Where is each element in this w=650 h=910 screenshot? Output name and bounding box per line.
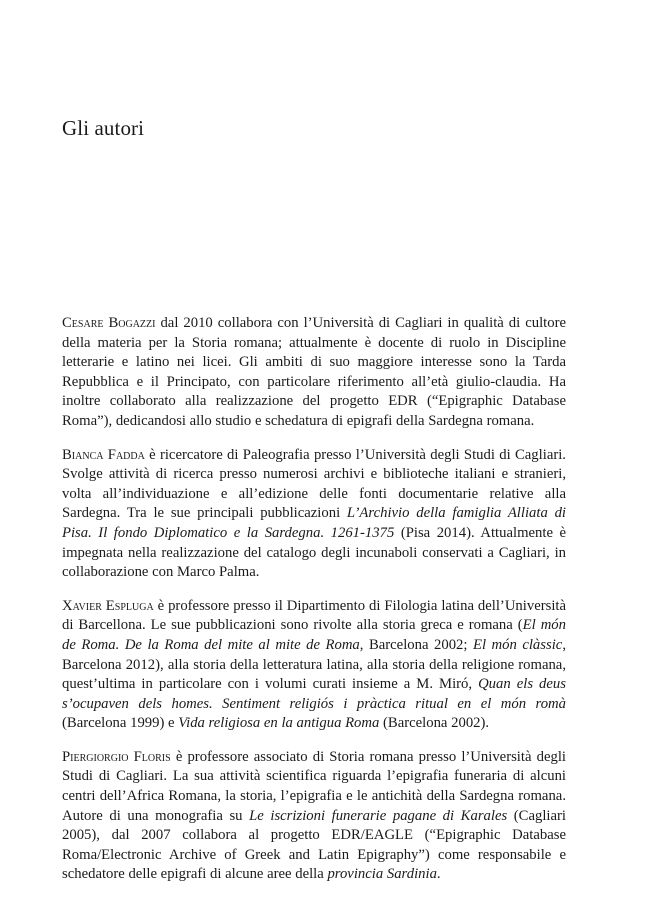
bio-text-run: è professore presso il Dipartimento di Filologia latina dell’Università di Barcellona. Le sue pubblicazioni sono rivolte alla storia greca e romana (	[62, 597, 566, 634]
author-name: Bianca Fadda	[62, 446, 145, 463]
author-bio	[62, 446, 566, 583]
bio-text-run: dal 2010 collabora con l’Università di Cagliari in qualità di cultore della materia per la Storia romana; attualmente è docente di ruolo in Discipline letterarie e latino nei licei. Gli ambiti di suo maggiore interesse sono la Tarda Repubblica e il Principato, con particolare riferimento all’età giulio-claudia. Ha inoltre collaborato alla realizzazione del progetto EDR (“Epigraphic Database Roma”), dedicandosi allo studio e schedatura di epigrafi della Sardegna romana.	[62, 315, 566, 429]
bio-text	[62, 598, 566, 732]
author-name: Xavier Espluga	[62, 597, 154, 614]
author-bios	[62, 314, 566, 899]
italic-title: El món clàssic	[472, 636, 563, 653]
bio-text-run: .	[436, 866, 441, 883]
bio-text-run: (Barcelona 2002).	[379, 715, 490, 732]
italic-title: L’Archivio della famiglia Alliata di Pisa. Il fondo Diplomatico e la Sardegna. 1261-1375	[62, 505, 566, 541]
bio-text-run: (Cagliari 2005), dal 2007 collabora al progetto EDR/EAGLE (“Epigraphic Database Roma/Electronic Archive of Greek and Latin Epigraphy”) come responsabile e schedatore delle epigrafi di alcune aree della	[62, 807, 566, 883]
italic-title: Quan els deus s’ocupaven dels homes. Sentiment religiós i pràctica ritual en el món romà	[62, 676, 566, 712]
bio-text	[62, 749, 566, 883]
author-name: Piergiorgio Floris	[62, 748, 171, 765]
italic-title: provincia Sardinia	[327, 866, 437, 883]
italic-title: Vida religiosa en la antigua Roma	[178, 715, 380, 732]
author-bio	[62, 748, 566, 885]
author-name: Cesare Bogazzi	[62, 315, 156, 331]
bio-text-run: (Pisa 2014). Attualmente è impegnata nella realizzazione del catalogo degli incunaboli conservati a Cagliari, in collaborazione con Marco Palma.	[62, 524, 566, 581]
bio-text-run: (Barcelona 1999) e	[62, 715, 179, 732]
bio-text-run: , Barcelona 2012), alla storia della letteratura latina, alla storia della religione romana, quest’ultima in particolare con i volumi curati insieme a M. Miró,	[62, 636, 566, 693]
bio-text-run: è professore associato di Storia romana presso l’Università degli Studi di Cagliari. La sua attività scientifica riguarda l’epigrafia funeraria di alcuni centri dell’Africa Romana, la storia, l’epigrafia e le antichità della Sardegna romana. Autore di una monografia su	[62, 748, 566, 824]
bio-text	[62, 315, 566, 429]
italic-title: El món de Roma. De la Roma del mite al mite de Roma	[62, 617, 566, 653]
author-bio	[62, 314, 566, 432]
bio-text-run: è ricercatore di Paleografia presso l’Università degli Studi di Cagliari. Svolge attività di ricerca presso numerosi archivi e biblioteche italiani e stranieri, volta all’individuazione e all’edizione delle fonti documentarie relative alla Sardegna. Tra le sue principali pubblicazioni	[62, 446, 566, 522]
bio-text	[62, 447, 566, 581]
italic-title: Le iscrizioni funerarie pagane di Karales	[249, 807, 508, 824]
bio-text-run: , Barcelona 2002;	[359, 636, 473, 653]
page-title: Gli autori	[62, 116, 145, 140]
author-bio	[62, 597, 566, 734]
